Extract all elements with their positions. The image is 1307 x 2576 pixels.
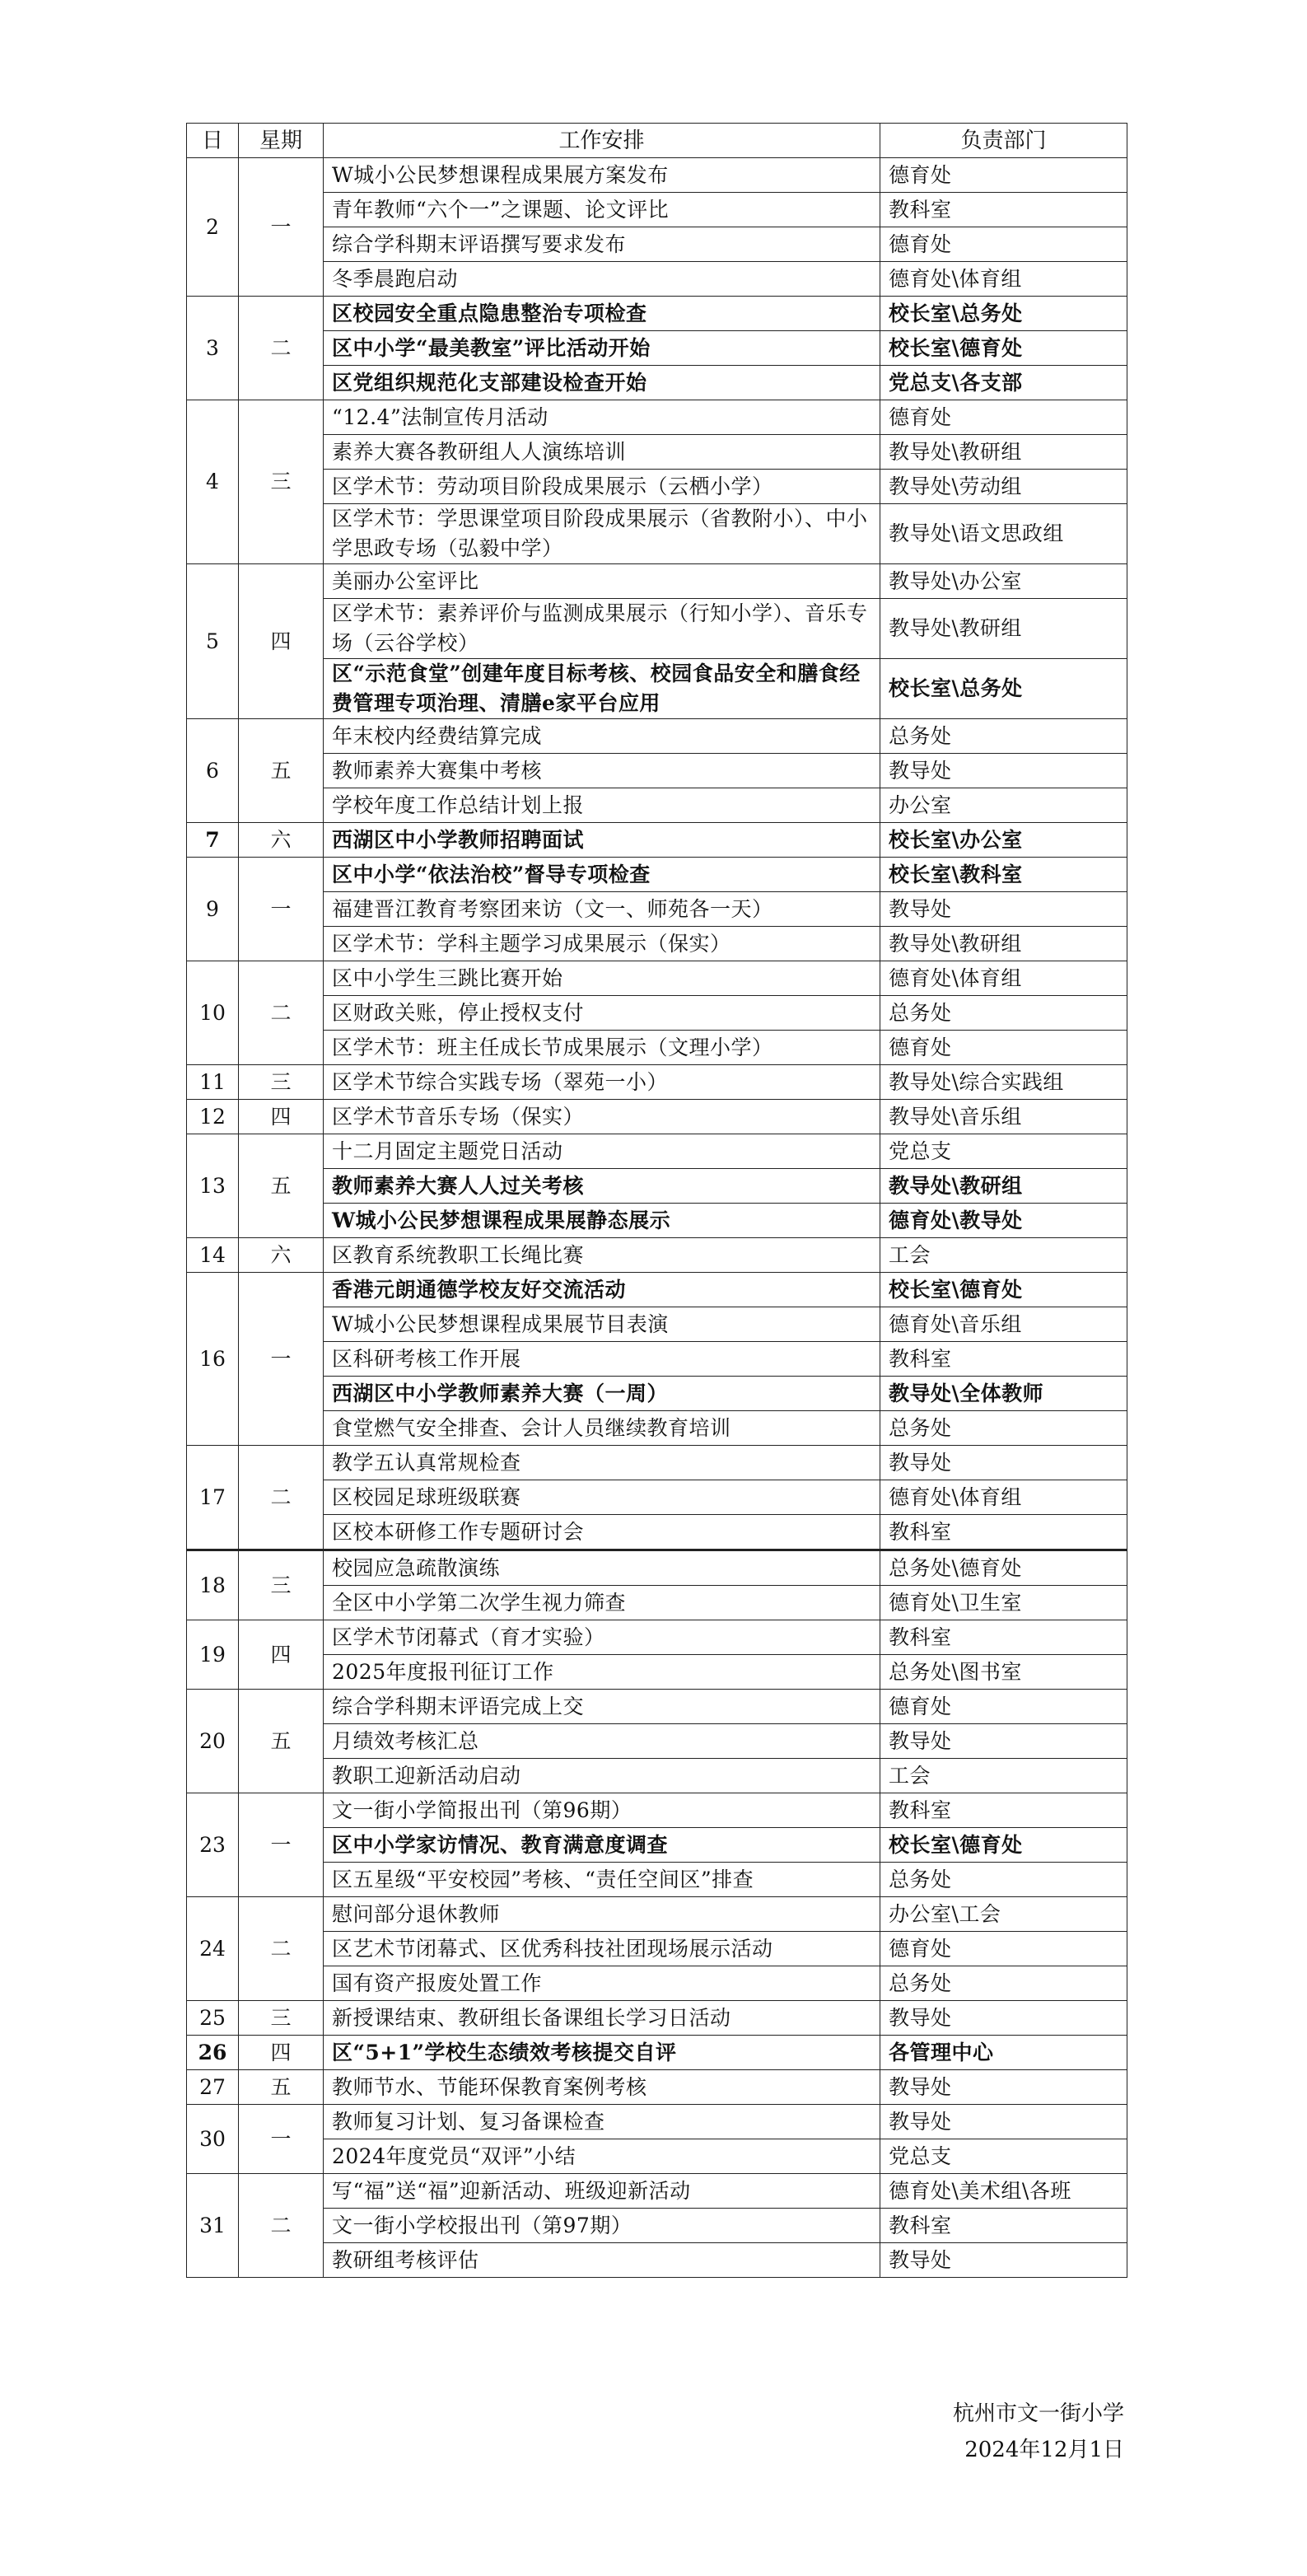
table-row — [187, 2036, 1127, 2070]
table-row — [187, 1273, 1127, 1307]
header-week: 星期 — [239, 124, 324, 158]
department-cell: 总务处 — [880, 996, 1127, 1031]
task-cell: 区学术节：学科主题学习成果展示（保实） — [324, 927, 880, 961]
task-cell: 十二月固定主题党日活动 — [324, 1134, 880, 1169]
table-row — [187, 158, 1127, 193]
header-day: 日 — [187, 124, 239, 158]
task-cell: 区五星级“平安校园”考核、“责任空间区”排查 — [324, 1863, 880, 1897]
day-cell: 7 — [187, 823, 239, 858]
department-cell: 教导处 — [880, 2243, 1127, 2278]
task-cell: 全区中小学第二次学生视力筛查 — [324, 1586, 880, 1620]
weekday-cell: 四 — [239, 1100, 324, 1134]
department-cell: 总务处 — [880, 1966, 1127, 2001]
table-row — [187, 2209, 1127, 2243]
department-cell: 教导处 — [880, 754, 1127, 788]
task-cell: 区校园足球班级联赛 — [324, 1480, 880, 1515]
department-cell: 教导处\教研组 — [880, 927, 1127, 961]
task-cell: “12.4”法制宣传月活动 — [324, 400, 880, 435]
table-row — [187, 2001, 1127, 2036]
department-cell: 德育处\体育组 — [880, 262, 1127, 297]
table-row — [187, 2105, 1127, 2139]
weekday-cell: 三 — [239, 2001, 324, 2036]
department-cell: 教导处 — [880, 1446, 1127, 1480]
task-cell: 区学术节综合实践专场（翠苑一小） — [324, 1065, 880, 1100]
task-cell: 食堂燃气安全排查、会计人员继续教育培训 — [324, 1411, 880, 1446]
task-cell: 区中小学生三跳比赛开始 — [324, 961, 880, 996]
department-cell: 教科室 — [880, 1515, 1127, 1550]
department-cell: 校长室\德育处 — [880, 1828, 1127, 1863]
table-row — [187, 892, 1127, 927]
department-cell: 总务处 — [880, 719, 1127, 754]
day-cell: 31 — [187, 2174, 239, 2278]
department-cell: 德育处 — [880, 1690, 1127, 1724]
table-row — [187, 1620, 1127, 1655]
table-row — [187, 564, 1127, 599]
task-cell: 国有资产报废处置工作 — [324, 1966, 880, 2001]
department-cell: 教导处 — [880, 2001, 1127, 2036]
weekday-cell: 一 — [239, 1273, 324, 1446]
table-row — [187, 996, 1127, 1031]
task-cell: 教师素养大赛人人过关考核 — [324, 1169, 880, 1204]
table-row — [187, 2174, 1127, 2209]
day-cell: 5 — [187, 564, 239, 719]
task-cell: 写“福”送“福”迎新活动、班级迎新活动 — [324, 2174, 880, 2209]
weekday-cell: 二 — [239, 297, 324, 400]
department-cell: 校长室\德育处 — [880, 331, 1127, 366]
weekday-cell: 六 — [239, 1238, 324, 1273]
day-cell: 2 — [187, 158, 239, 297]
task-cell: 区校园安全重点隐患整治专项检查 — [324, 297, 880, 331]
table-row — [187, 435, 1127, 470]
table-row — [187, 1724, 1127, 1759]
table-row — [187, 1759, 1127, 1793]
task-cell: 月绩效考核汇总 — [324, 1724, 880, 1759]
task-cell: 区财政关账，停止授权支付 — [324, 996, 880, 1031]
department-cell: 教导处\全体教师 — [880, 1377, 1127, 1411]
task-cell: 2025年度报刊征订工作 — [324, 1655, 880, 1690]
day-cell: 20 — [187, 1690, 239, 1793]
department-cell: 教导处 — [880, 2105, 1127, 2139]
department-cell: 德育处\卫生室 — [880, 1586, 1127, 1620]
day-cell: 13 — [187, 1134, 239, 1238]
department-cell: 德育处 — [880, 1932, 1127, 1966]
department-cell: 党总支 — [880, 1134, 1127, 1169]
task-cell: 教师复习计划、复习备课检查 — [324, 2105, 880, 2139]
table-row — [187, 719, 1127, 754]
table-row — [187, 1307, 1127, 1342]
table-row — [187, 1515, 1127, 1550]
task-cell: 学校年度工作总结计划上报 — [324, 788, 880, 823]
department-cell: 教科室 — [880, 193, 1127, 227]
table-row — [187, 193, 1127, 227]
weekday-cell: 四 — [239, 564, 324, 719]
schedule-table — [186, 123, 1127, 2278]
department-cell: 德育处\美术组\各班 — [880, 2174, 1127, 2209]
day-cell: 27 — [187, 2070, 239, 2105]
department-cell: 教科室 — [880, 2209, 1127, 2243]
task-cell: 校园应急疏散演练 — [324, 1550, 880, 1586]
task-cell: 冬季晨跑启动 — [324, 262, 880, 297]
task-cell: 素养大赛各教研组人人演练培训 — [324, 435, 880, 470]
weekday-cell: 五 — [239, 1134, 324, 1238]
table-row — [187, 961, 1127, 996]
task-cell: 教师节水、节能环保教育案例考核 — [324, 2070, 880, 2105]
task-cell: 综合学科期末评语完成上交 — [324, 1690, 880, 1724]
task-cell: 区艺术节闭幕式、区优秀科技社团现场展示活动 — [324, 1932, 880, 1966]
department-cell: 校长室\总务处 — [880, 659, 1127, 719]
table-row — [187, 1065, 1127, 1100]
day-cell: 24 — [187, 1897, 239, 2001]
table-row — [187, 2139, 1127, 2174]
department-cell: 教导处\教研组 — [880, 1169, 1127, 1204]
table-row — [187, 1828, 1127, 1863]
table-row — [187, 1480, 1127, 1515]
department-cell: 总务处 — [880, 1411, 1127, 1446]
weekday-cell: 四 — [239, 2036, 324, 2070]
table-row — [187, 1690, 1127, 1724]
task-cell: 青年教师“六个一”之课题、论文评比 — [324, 193, 880, 227]
table-row — [187, 1897, 1127, 1932]
day-cell: 14 — [187, 1238, 239, 1273]
day-cell: 17 — [187, 1446, 239, 1550]
task-cell: 新授课结束、教研组长备课组长学习日活动 — [324, 2001, 880, 2036]
weekday-cell: 二 — [239, 1897, 324, 2001]
day-cell: 9 — [187, 858, 239, 961]
department-cell: 总务处 — [880, 1863, 1127, 1897]
table-row — [187, 1793, 1127, 1828]
task-cell: 教职工迎新活动启动 — [324, 1759, 880, 1793]
task-cell: 区学术节闭幕式（育才实验） — [324, 1620, 880, 1655]
task-cell: 区学术节：劳动项目阶段成果展示（云栖小学） — [324, 470, 880, 504]
department-cell: 教导处\办公室 — [880, 564, 1127, 599]
department-cell: 教科室 — [880, 1620, 1127, 1655]
table-row — [187, 1411, 1127, 1446]
department-cell: 教导处 — [880, 2070, 1127, 2105]
table-row — [187, 470, 1127, 504]
weekday-cell: 二 — [239, 1446, 324, 1550]
task-cell: 区“示范食堂”创建年度目标考核、校园食品安全和膳食经费管理专项治理、清膳e家平台应用 — [324, 659, 880, 719]
header-row — [187, 124, 1127, 158]
task-cell: 美丽办公室评比 — [324, 564, 880, 599]
weekday-cell: 五 — [239, 1690, 324, 1793]
day-cell: 19 — [187, 1620, 239, 1690]
department-cell: 党总支\各支部 — [880, 366, 1127, 400]
table-row — [187, 1342, 1127, 1377]
header-dept: 负责部门 — [880, 124, 1127, 158]
task-cell: 区中小学“最美教室”评比活动开始 — [324, 331, 880, 366]
task-cell: 区中小学“依法治校”督导专项检查 — [324, 858, 880, 892]
weekday-cell: 六 — [239, 823, 324, 858]
department-cell: 教导处\语文思政组 — [880, 504, 1127, 564]
department-cell: 总务处\图书室 — [880, 1655, 1127, 1690]
task-cell: 区教育系统教职工长绳比赛 — [324, 1238, 880, 1273]
day-cell: 30 — [187, 2105, 239, 2174]
task-cell: 区党组织规范化支部建设检查开始 — [324, 366, 880, 400]
department-cell: 教导处\综合实践组 — [880, 1065, 1127, 1100]
table-row — [187, 504, 1127, 564]
table-row — [187, 227, 1127, 262]
department-cell: 各管理中心 — [880, 2036, 1127, 2070]
table-row — [187, 297, 1127, 331]
table-row — [187, 262, 1127, 297]
department-cell: 教导处\教研组 — [880, 435, 1127, 470]
department-cell: 党总支 — [880, 2139, 1127, 2174]
table-row — [187, 1238, 1127, 1273]
task-cell: 文一街小学简报出刊（第96期） — [324, 1793, 880, 1828]
table-row — [187, 366, 1127, 400]
department-cell: 德育处\体育组 — [880, 961, 1127, 996]
day-cell: 11 — [187, 1065, 239, 1100]
table-row — [187, 754, 1127, 788]
task-cell: 区“5+1”学校生态绩效考核提交自评 — [324, 2036, 880, 2070]
issue-date: 2024年12月1日 — [964, 2438, 1124, 2462]
weekday-cell: 一 — [239, 858, 324, 961]
table-row — [187, 927, 1127, 961]
department-cell: 教导处\音乐组 — [880, 1100, 1127, 1134]
department-cell: 办公室\工会 — [880, 1897, 1127, 1932]
table-row — [187, 1550, 1127, 1586]
table-row — [187, 1031, 1127, 1065]
task-cell: 2024年度党员“双评”小结 — [324, 2139, 880, 2174]
weekday-cell: 三 — [239, 1550, 324, 1620]
table-row — [187, 858, 1127, 892]
department-cell: 德育处 — [880, 158, 1127, 193]
task-cell: 综合学科期末评语撰写要求发布 — [324, 227, 880, 262]
task-cell: 区学术节：学思课堂项目阶段成果展示（省教附小）、中小学思政专场（弘毅中学） — [324, 504, 880, 564]
weekday-cell: 二 — [239, 2174, 324, 2278]
department-cell: 校长室\总务处 — [880, 297, 1127, 331]
school-name: 杭州市文一街小学 — [952, 2401, 1124, 2426]
task-cell: 区学术节音乐专场（保实） — [324, 1100, 880, 1134]
day-cell: 25 — [187, 2001, 239, 2036]
task-cell: 福建晋江教育考察团来访（文一、师苑各一天） — [324, 892, 880, 927]
table-row — [187, 1586, 1127, 1620]
task-cell: 香港元朗通德学校友好交流活动 — [324, 1273, 880, 1307]
task-cell: 区科研考核工作开展 — [324, 1342, 880, 1377]
task-cell: 西湖区中小学教师素养大赛（一周） — [324, 1377, 880, 1411]
table-row — [187, 599, 1127, 659]
weekday-cell: 三 — [239, 400, 324, 564]
weekday-cell: 二 — [239, 961, 324, 1065]
table-row — [187, 331, 1127, 366]
task-cell: 区学术节：班主任成长节成果展示（文理小学） — [324, 1031, 880, 1065]
task-cell: W城小公民梦想课程成果展节目表演 — [324, 1307, 880, 1342]
day-cell: 6 — [187, 719, 239, 823]
department-cell: 教导处\教研组 — [880, 599, 1127, 659]
task-cell: 年末校内经费结算完成 — [324, 719, 880, 754]
department-cell: 德育处 — [880, 227, 1127, 262]
department-cell: 德育处 — [880, 400, 1127, 435]
table-row — [187, 1204, 1127, 1238]
table-row — [187, 1100, 1127, 1134]
day-cell: 4 — [187, 400, 239, 564]
department-cell: 教科室 — [880, 1342, 1127, 1377]
weekday-cell: 三 — [239, 1065, 324, 1100]
table-row — [187, 1655, 1127, 1690]
department-cell: 教科室 — [880, 1793, 1127, 1828]
table-row — [187, 1134, 1127, 1169]
department-cell: 德育处 — [880, 1031, 1127, 1065]
department-cell: 教导处 — [880, 1724, 1127, 1759]
department-cell: 德育处\体育组 — [880, 1480, 1127, 1515]
department-cell: 教导处\劳动组 — [880, 470, 1127, 504]
schedule-body — [187, 158, 1127, 2278]
day-cell: 23 — [187, 1793, 239, 1897]
weekday-cell: 四 — [239, 1620, 324, 1690]
department-cell: 校长室\教科室 — [880, 858, 1127, 892]
table-row — [187, 1377, 1127, 1411]
task-cell: W城小公民梦想课程成果展静态展示 — [324, 1204, 880, 1238]
table-row — [187, 400, 1127, 435]
department-cell: 德育处\教导处 — [880, 1204, 1127, 1238]
table-row — [187, 2070, 1127, 2105]
department-cell: 德育处\音乐组 — [880, 1307, 1127, 1342]
task-cell: 教研组考核评估 — [324, 2243, 880, 2278]
department-cell: 教导处 — [880, 892, 1127, 927]
table-row — [187, 659, 1127, 719]
department-cell: 办公室 — [880, 788, 1127, 823]
table-row — [187, 1932, 1127, 1966]
department-cell: 校长室\德育处 — [880, 1273, 1127, 1307]
department-cell: 工会 — [880, 1759, 1127, 1793]
day-cell: 16 — [187, 1273, 239, 1446]
table-row — [187, 1169, 1127, 1204]
day-cell: 18 — [187, 1550, 239, 1620]
table-row — [187, 2243, 1127, 2278]
day-cell: 3 — [187, 297, 239, 400]
department-cell: 工会 — [880, 1238, 1127, 1273]
weekday-cell: 一 — [239, 1793, 324, 1897]
table-row — [187, 1446, 1127, 1480]
department-cell: 校长室\办公室 — [880, 823, 1127, 858]
weekday-cell: 五 — [239, 719, 324, 823]
day-cell: 12 — [187, 1100, 239, 1134]
task-cell: 教学五认真常规检查 — [324, 1446, 880, 1480]
task-cell: 西湖区中小学教师招聘面试 — [324, 823, 880, 858]
task-cell: W城小公民梦想课程成果展方案发布 — [324, 158, 880, 193]
weekday-cell: 五 — [239, 2070, 324, 2105]
task-cell: 区中小学家访情况、教育满意度调查 — [324, 1828, 880, 1863]
task-cell: 教师素养大赛集中考核 — [324, 754, 880, 788]
table-row — [187, 1966, 1127, 2001]
table-row — [187, 823, 1127, 858]
task-cell: 区学术节：素养评价与监测成果展示（行知小学）、音乐专场（云谷学校） — [324, 599, 880, 659]
table-row — [187, 1863, 1127, 1897]
day-cell: 10 — [187, 961, 239, 1065]
weekday-cell: 一 — [239, 158, 324, 297]
table-row — [187, 788, 1127, 823]
task-cell: 文一街小学校报出刊（第97期） — [324, 2209, 880, 2243]
day-cell: 26 — [187, 2036, 239, 2070]
department-cell: 总务处\德育处 — [880, 1550, 1127, 1586]
header-task: 工作安排 — [324, 124, 880, 158]
task-cell: 慰问部分退休教师 — [324, 1897, 880, 1932]
weekday-cell: 一 — [239, 2105, 324, 2174]
task-cell: 区校本研修工作专题研讨会 — [324, 1515, 880, 1550]
